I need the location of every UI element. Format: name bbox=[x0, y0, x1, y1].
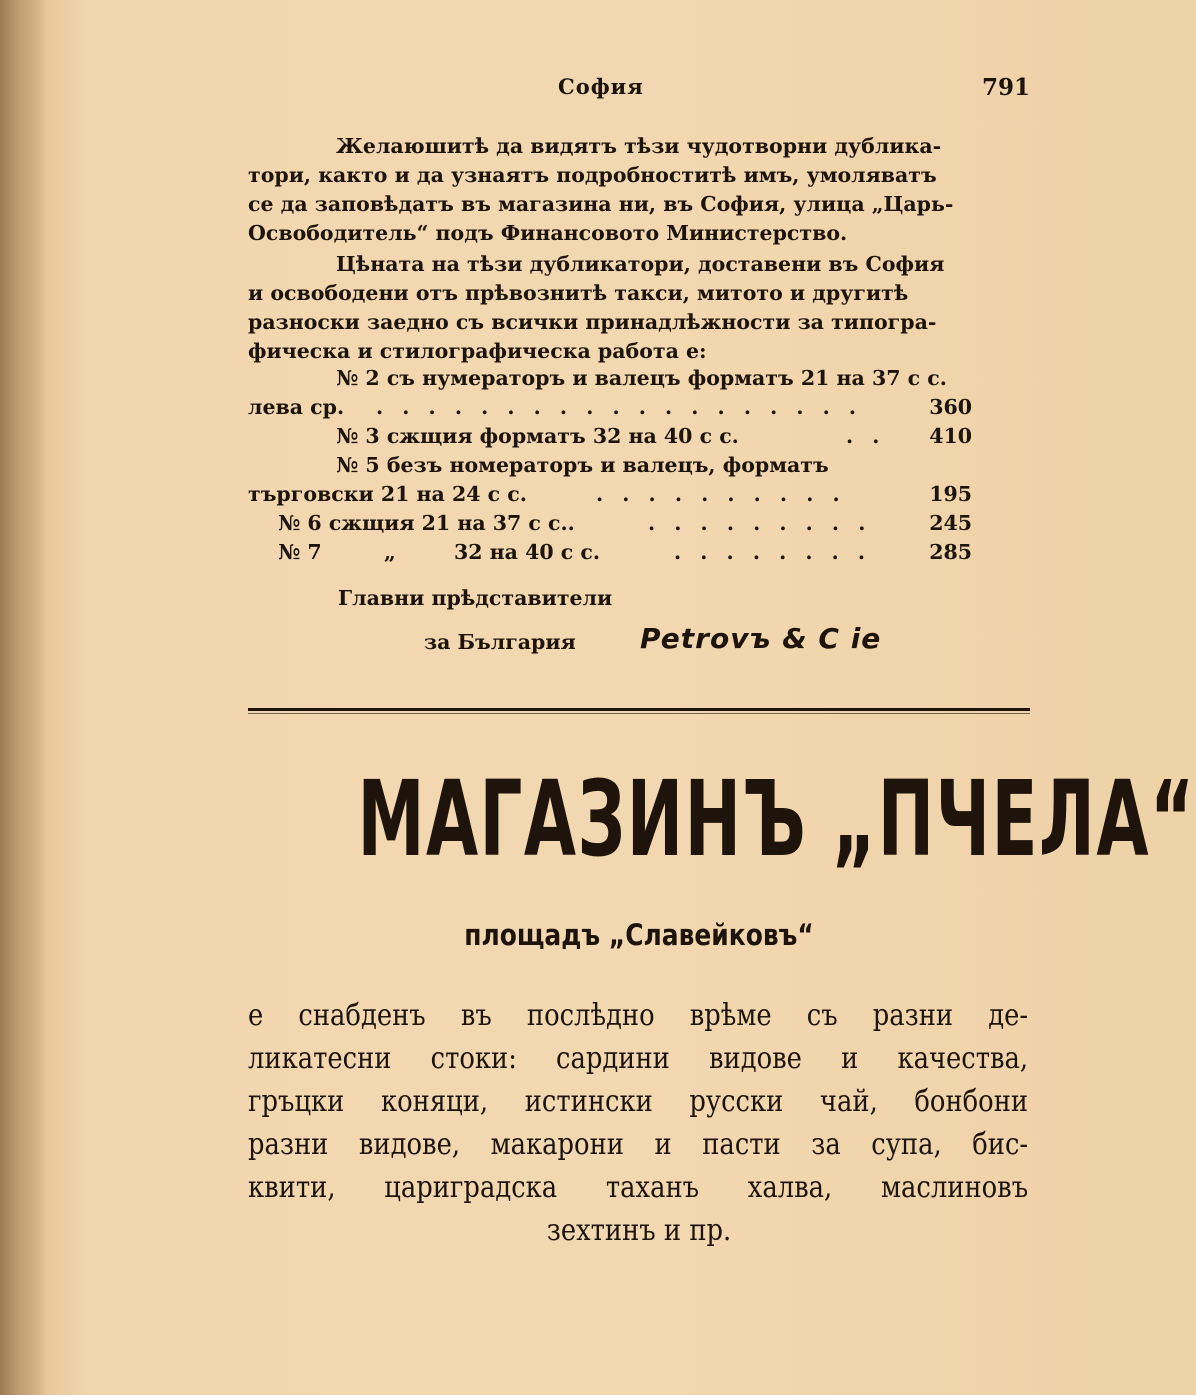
divider-rule-thin bbox=[248, 713, 1030, 714]
shop-description bbox=[248, 994, 1030, 1252]
firm-name: Petrovъ & C ie bbox=[640, 622, 882, 655]
text-line: гръцки коняци, истински русски чай, бонбони bbox=[248, 1084, 1029, 1119]
text-line: е снабденъ въ послѣдно врѣме съ разни де- bbox=[248, 998, 1029, 1033]
price-item-label: търговски 21 на 24 с с. bbox=[248, 482, 527, 506]
text-line-last: зехтинъ и пр. bbox=[546, 1213, 732, 1248]
running-title: София bbox=[558, 74, 644, 99]
text-line: разноски заедно съ всички принадлѣжности за типогра- bbox=[248, 310, 937, 334]
price-item-number: № 7 bbox=[278, 540, 322, 564]
price-item-label: 32 на 40 с с. bbox=[454, 540, 600, 564]
leader-dots: . . bbox=[846, 424, 886, 448]
notice-paragraph-2 bbox=[248, 250, 1030, 366]
price-value: 285 bbox=[929, 540, 972, 564]
price-item-4 bbox=[248, 511, 1030, 540]
leader-dots: . . . . . . . . . bbox=[648, 511, 872, 535]
text-line: фическа и стилографическа работа е: bbox=[248, 339, 707, 363]
leader-dots: . . . . . . . . . . . . . . . . . . . bbox=[376, 395, 863, 419]
price-item-1-line-1 bbox=[248, 366, 1030, 395]
text-line: Желаюшитѣ да видятъ тѣзи чудотворни дублика- bbox=[336, 134, 942, 158]
representatives-country: за България bbox=[424, 630, 576, 654]
text-line: тори, както и да узнаятъ подробноститѣ имъ, умоляватъ bbox=[248, 163, 937, 187]
shop-subtitle: площадъ „Славейковъ“ bbox=[464, 918, 814, 952]
text-line: Цѣната на тѣзи дубликатори, доставени въ София bbox=[336, 252, 945, 276]
price-value: 360 bbox=[929, 395, 972, 419]
representatives-label: Главни прѣдставители bbox=[338, 586, 613, 610]
text-line: разни видове, макарони и пасти за супа, бис- bbox=[248, 1127, 1029, 1162]
price-item-5 bbox=[248, 540, 1030, 569]
leader-dots: . . . . . . . . . . bbox=[596, 482, 846, 506]
price-item-label: № 2 съ нумераторъ и валецъ форматъ 21 на 37 с с. bbox=[336, 366, 947, 390]
divider-rule bbox=[248, 708, 1030, 711]
price-item-label: № 3 сжщия форматъ 32 на 40 с с. bbox=[336, 424, 739, 448]
notice-paragraph-1 bbox=[248, 132, 1030, 248]
price-item-label: № 5 безъ номераторъ и валецъ, форматъ bbox=[336, 453, 829, 477]
page-header bbox=[248, 74, 1030, 108]
ditto-mark: „ bbox=[384, 540, 396, 564]
shop-title: МАГАЗИНЪ „ПЧЕЛА“ bbox=[357, 758, 1196, 880]
price-value: 410 bbox=[929, 424, 972, 448]
text-line: и освободени отъ прѣвознитѣ такси, митото и другитѣ bbox=[248, 281, 909, 305]
book-spine-shadow bbox=[0, 0, 48, 1395]
price-item-3-line-1 bbox=[248, 453, 1030, 482]
price-item-label: лева ср. bbox=[248, 395, 345, 419]
price-item-label: № 6 сжщия 21 на 37 с с.. bbox=[278, 511, 575, 535]
page-number: 791 bbox=[981, 74, 1030, 101]
text-line: се да заповѣдатъ въ магазина ни, въ София, улица „Царь- bbox=[248, 192, 954, 216]
text-line: Освободитель“ подъ Финансовото Министерство. bbox=[248, 221, 848, 245]
price-value: 245 bbox=[929, 511, 972, 535]
leader-dots: . . . . . . . . bbox=[674, 540, 872, 564]
text-line: квити, цариградска таханъ халва, маслиновъ bbox=[248, 1170, 1029, 1205]
price-value: 195 bbox=[929, 482, 972, 506]
price-item-1 bbox=[248, 395, 1030, 424]
price-item-2 bbox=[248, 424, 1030, 453]
price-item-3 bbox=[248, 482, 1030, 511]
text-line: ликатесни стоки: сардини видове и качества, bbox=[248, 1041, 1029, 1076]
